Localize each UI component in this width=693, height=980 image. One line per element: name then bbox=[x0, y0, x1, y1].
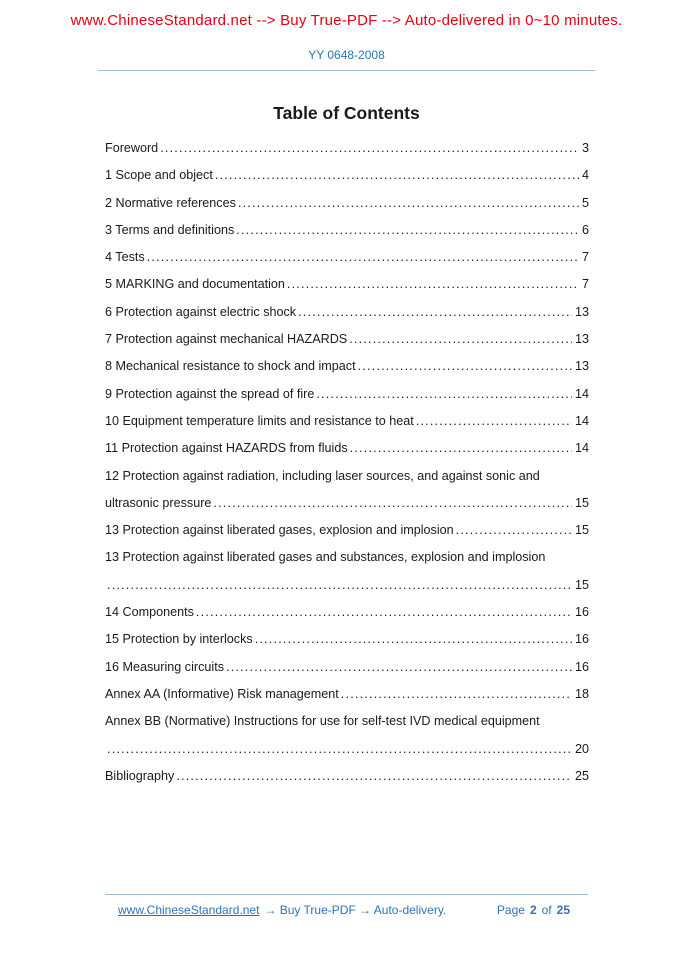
toc-page-number: 15 bbox=[574, 495, 589, 510]
toc-page-number: 16 bbox=[574, 659, 589, 674]
toc-row bbox=[105, 408, 589, 435]
dot-leader bbox=[196, 599, 572, 626]
toc-entry-label: 13 Protection against liberated gases, explosion and implosion bbox=[105, 523, 454, 538]
dot-leader bbox=[350, 435, 572, 462]
toc-row bbox=[105, 435, 589, 462]
dot-leader bbox=[236, 217, 579, 244]
toc-entry-label: 10 Equipment temperature limits and resistance to heat bbox=[105, 413, 414, 428]
toc-entry-label: 2 Normative references bbox=[105, 195, 236, 210]
toc-row bbox=[105, 708, 589, 735]
toc-entry bbox=[105, 271, 589, 298]
dot-leader bbox=[349, 326, 572, 353]
dot-leader bbox=[238, 190, 579, 217]
dot-leader bbox=[255, 626, 572, 653]
toc-page-number: 4 bbox=[581, 168, 589, 183]
footer-link[interactable]: www.ChineseStandard.net bbox=[118, 903, 260, 917]
dot-leader bbox=[107, 736, 572, 763]
toc-entry bbox=[105, 544, 589, 599]
toc-row bbox=[105, 490, 589, 517]
dot-leader bbox=[147, 244, 579, 271]
header-rule bbox=[98, 70, 595, 71]
toc-entry bbox=[105, 353, 589, 380]
toc-row bbox=[105, 135, 589, 162]
dot-leader bbox=[226, 654, 572, 681]
toc-page-number: 6 bbox=[581, 222, 589, 237]
dot-leader bbox=[176, 763, 572, 790]
toc-entry bbox=[105, 763, 589, 790]
toc-row bbox=[105, 463, 589, 490]
dot-leader bbox=[287, 271, 579, 298]
toc-entry bbox=[105, 162, 589, 189]
dot-leader bbox=[160, 135, 579, 162]
toc-entry-label: 11 Protection against HAZARDS from fluids bbox=[105, 441, 348, 456]
toc-page-number: 18 bbox=[574, 686, 589, 701]
toc-entry bbox=[105, 708, 589, 763]
toc-page-number: 20 bbox=[574, 741, 589, 756]
toc-entry bbox=[105, 463, 589, 518]
toc-entry bbox=[105, 517, 589, 544]
toc-page-number: 13 bbox=[574, 332, 589, 347]
toc-row bbox=[105, 162, 589, 189]
toc-entry bbox=[105, 326, 589, 353]
toc-row bbox=[105, 353, 589, 380]
footer-promo bbox=[118, 903, 446, 917]
page-title: Table of Contents bbox=[273, 103, 420, 123]
toc-entry-label: ultrasonic pressure bbox=[105, 495, 212, 510]
toc-entry bbox=[105, 244, 589, 271]
dot-leader bbox=[107, 572, 572, 599]
doc-number: YY 0648-2008 bbox=[308, 48, 385, 62]
toc-entry bbox=[105, 626, 589, 653]
toc-page-number: 5 bbox=[581, 195, 589, 210]
page-indicator bbox=[497, 903, 570, 917]
toc-entry-label: Annex BB (Normative) Instructions for use for self-test IVD medical equipment bbox=[105, 714, 540, 729]
toc-entry-label: 3 Terms and definitions bbox=[105, 222, 235, 237]
toc-page-number: 15 bbox=[574, 577, 589, 592]
toc-entry-label: Bibliography bbox=[105, 768, 175, 783]
toc-row bbox=[105, 599, 589, 626]
toc-page-number: 25 bbox=[574, 768, 589, 783]
toc-row bbox=[105, 190, 589, 217]
footer-text-row bbox=[0, 895, 693, 917]
toc-page-number: 14 bbox=[574, 413, 589, 428]
toc-row bbox=[105, 681, 589, 708]
toc-page-number: 13 bbox=[574, 304, 589, 319]
toc-entry-label: 12 Protection against radiation, including laser sources, and against sonic and bbox=[105, 468, 540, 483]
toc-row bbox=[105, 763, 589, 790]
toc-entry-label: 13 Protection against liberated gases and substances, explosion and implosion bbox=[105, 550, 546, 565]
toc-row bbox=[105, 271, 589, 298]
footer-tagline: → Buy True-PDF → Auto-delivery. bbox=[264, 903, 447, 917]
toc-entry bbox=[105, 408, 589, 435]
toc-row bbox=[105, 244, 589, 271]
toc-entry bbox=[105, 190, 589, 217]
toc-row bbox=[105, 299, 589, 326]
toc-page-number: 14 bbox=[574, 386, 589, 401]
toc-page-number: 13 bbox=[574, 359, 589, 374]
toc-page-number: 14 bbox=[574, 441, 589, 456]
toc-row bbox=[105, 381, 589, 408]
toc-entry-label: 5 MARKING and documentation bbox=[105, 277, 285, 292]
toc-list bbox=[0, 135, 693, 790]
toc-row bbox=[105, 736, 589, 763]
toc-entry bbox=[105, 681, 589, 708]
toc-entry-label: 15 Protection by interlocks bbox=[105, 632, 253, 647]
toc-entry-label: 6 Protection against electric shock bbox=[105, 304, 297, 319]
toc-entry-label: 1 Scope and object bbox=[105, 168, 213, 183]
dot-leader bbox=[341, 681, 572, 708]
toc-entry bbox=[105, 217, 589, 244]
of-word: of bbox=[541, 903, 552, 917]
toc-entry-label: 14 Components bbox=[105, 605, 194, 620]
dot-leader bbox=[358, 353, 572, 380]
page-number: 2 bbox=[529, 903, 537, 917]
toc-entry bbox=[105, 654, 589, 681]
toc-row bbox=[105, 517, 589, 544]
toc-row bbox=[105, 626, 589, 653]
dot-leader bbox=[298, 299, 572, 326]
page-word: Page bbox=[496, 903, 525, 917]
toc-page-number: 16 bbox=[574, 632, 589, 647]
toc-entry-label: 7 Protection against mechanical HAZARDS bbox=[105, 332, 348, 347]
toc-entry-label: Annex AA (Informative) Risk management bbox=[105, 686, 339, 701]
dot-leader bbox=[213, 490, 572, 517]
toc-page-number: 15 bbox=[574, 523, 589, 538]
toc-row bbox=[105, 326, 589, 353]
dot-leader bbox=[215, 162, 579, 189]
toc-page-number: 7 bbox=[581, 250, 589, 265]
toc-page-number: 3 bbox=[581, 141, 589, 155]
toc-entry bbox=[105, 381, 589, 408]
dot-leader bbox=[456, 517, 572, 544]
toc-row bbox=[105, 654, 589, 681]
toc-row bbox=[105, 572, 589, 599]
toc-entry bbox=[105, 299, 589, 326]
dot-leader bbox=[416, 408, 572, 435]
toc-entry-label: 8 Mechanical resistance to shock and impact bbox=[105, 359, 356, 374]
total-pages: 25 bbox=[556, 903, 570, 917]
page-footer bbox=[0, 894, 693, 917]
toc-entry bbox=[105, 435, 589, 462]
toc-entry-label: 16 Measuring circuits bbox=[105, 659, 224, 674]
toc-row bbox=[105, 217, 589, 244]
promo-banner: www.ChineseStandard.net --> Buy True-PDF --> Auto-delivered in 0~10 minutes. bbox=[70, 12, 623, 29]
toc-entry bbox=[105, 599, 589, 626]
toc-page-number: 16 bbox=[574, 605, 589, 620]
toc-entry bbox=[105, 135, 589, 162]
toc-page-number: 7 bbox=[581, 277, 589, 292]
toc-entry-label: Foreword bbox=[105, 141, 159, 155]
toc-row bbox=[105, 544, 589, 571]
toc-entry-label: 9 Protection against the spread of fire bbox=[105, 386, 315, 401]
toc-entry-label: 4 Tests bbox=[105, 250, 145, 265]
dot-leader bbox=[316, 381, 572, 408]
